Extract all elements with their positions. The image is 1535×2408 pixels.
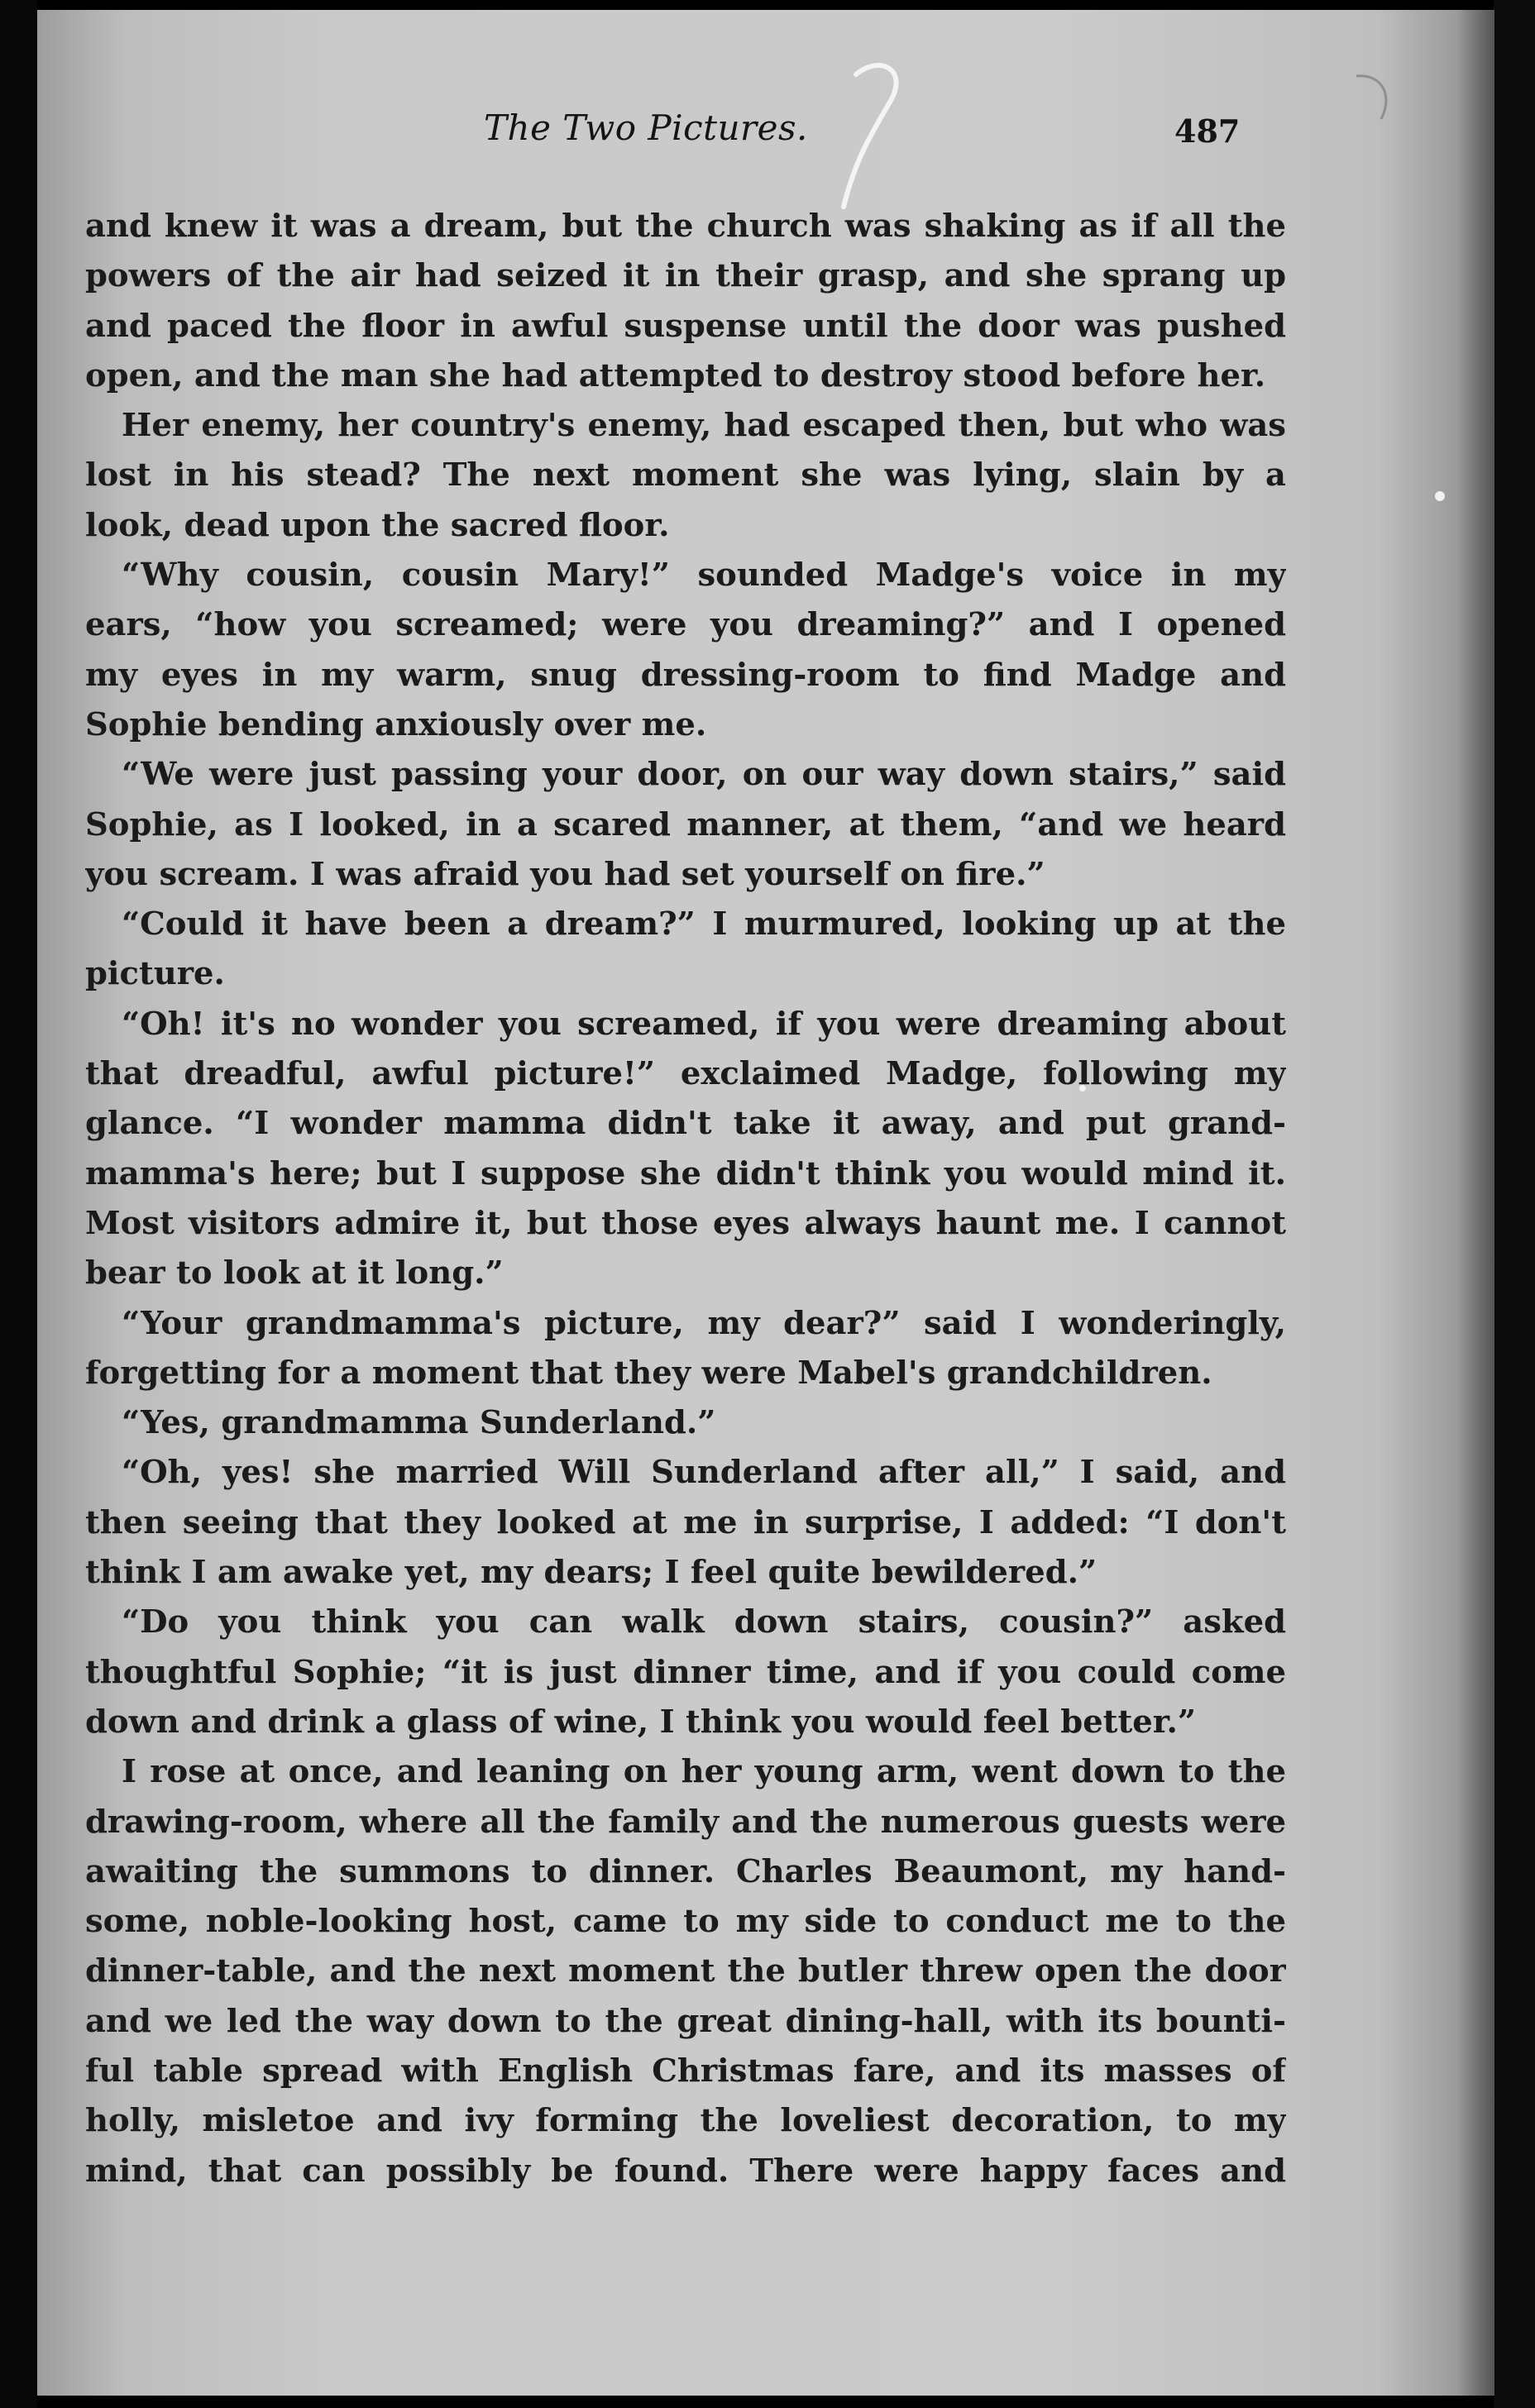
text-line: dinner-table, and the next moment the butler threw open the door bbox=[85, 1952, 1286, 1990]
page-number: 487 bbox=[1174, 112, 1241, 150]
text-line: Sophie bending anxiously over me. bbox=[85, 705, 707, 743]
book-page bbox=[37, 10, 1494, 2396]
text-line: you scream. I was afraid you had set yourself on fire.” bbox=[85, 855, 1045, 893]
text-line: ears, “how you screamed; were you dreaming?” and I opened bbox=[85, 606, 1286, 644]
text-line: awaiting the summons to dinner. Charles Beaumont, my hand- bbox=[85, 1852, 1286, 1890]
text-line: “Why cousin, cousin Mary!” sounded Madge's voice in my bbox=[122, 557, 1286, 595]
running-title: The Two Pictures. bbox=[484, 108, 808, 148]
text-line: ful table spread with English Christmas fare, and its masses of bbox=[85, 2052, 1286, 2090]
text-line: forgetting for a moment that they were Mabel's grandchildren. bbox=[85, 1354, 1212, 1392]
page-shadow bbox=[1457, 10, 1494, 2396]
text-line: holly, misletoe and ivy forming the loveliest decoration, to my bbox=[85, 2102, 1286, 2140]
scan-speck bbox=[1435, 491, 1445, 501]
text-line: down and drink a glass of wine, I think you would feel better.” bbox=[85, 1703, 1197, 1741]
text-line: drawing-room, where all the family and the numerous guests were bbox=[85, 1803, 1286, 1841]
text-line: “Oh! it's no wonder you screamed, if you were dreaming about bbox=[122, 1005, 1286, 1043]
text-line: picture. bbox=[85, 955, 225, 993]
text-line: lost in his stead? The next moment she was lying, slain by a bbox=[85, 456, 1286, 494]
text-line: “We were just passing your door, on our way down stairs,” said bbox=[122, 756, 1286, 794]
text-line: bear to look at it long.” bbox=[85, 1254, 504, 1292]
text-line: Her enemy, her country's enemy, had escaped then, but who was bbox=[122, 407, 1286, 445]
text-line: then seeing that they looked at me in surprise, I added: “I don't bbox=[85, 1503, 1286, 1541]
text-line: mind, that can possibly be found. There were happy faces and bbox=[85, 2152, 1286, 2190]
text-line: “Your grandmamma's picture, my dear?” said I wonderingly, bbox=[122, 1304, 1286, 1342]
text-line: powers of the air had seized it in their grasp, and she sprang up bbox=[85, 257, 1286, 295]
scan-border-left bbox=[0, 0, 37, 2408]
body-text bbox=[85, 202, 1286, 2196]
text-line: “Yes, grandmamma Sunderland.” bbox=[122, 1404, 716, 1442]
text-line: I rose at once, and leaning on her young arm, went down to the bbox=[122, 1753, 1286, 1791]
text-line: and paced the floor in awful suspense until the door was pushed bbox=[85, 307, 1286, 345]
text-line: mamma's here; but I suppose she didn't think you would mind it. bbox=[85, 1154, 1286, 1192]
text-line: think I am awake yet, my dears; I feel quite bewildered.” bbox=[85, 1554, 1097, 1592]
text-line: thoughtful Sophie; “it is just dinner time, and if you could come bbox=[85, 1653, 1286, 1691]
text-line: glance. “I wonder mamma didn't take it away, and put grand- bbox=[85, 1105, 1286, 1143]
text-line: “Do you think you can walk down stairs, cousin?” asked bbox=[122, 1603, 1286, 1641]
page-header bbox=[37, 108, 1494, 174]
text-line: some, noble-looking host, came to my side to conduct me to the bbox=[85, 1903, 1286, 1941]
text-line: and we led the way down to the great dining-hall, with its bounti- bbox=[85, 2002, 1286, 2040]
text-line: and knew it was a dream, but the church was shaking as if all the bbox=[85, 208, 1286, 245]
scan-border-right bbox=[1494, 0, 1535, 2408]
text-line: “Could it have been a dream?” I murmured, looking up at the bbox=[122, 905, 1286, 944]
text-line: my eyes in my warm, snug dressing-room to find Madge and bbox=[85, 656, 1286, 694]
text-line: “Oh, yes! she married Will Sunderland after all,” I said, and bbox=[122, 1454, 1286, 1492]
text-line: Most visitors admire it, but those eyes always haunt me. I cannot bbox=[85, 1204, 1286, 1242]
text-line: that dreadful, awful picture!” exclaimed Madge, following my bbox=[85, 1055, 1286, 1093]
text-line: Sophie, as I looked, in a scared manner, at them, “and we heard bbox=[85, 805, 1286, 843]
text-line: open, and the man she had attempted to destroy stood before her. bbox=[85, 356, 1266, 394]
text-line: look, dead upon the sacred floor. bbox=[85, 506, 670, 544]
